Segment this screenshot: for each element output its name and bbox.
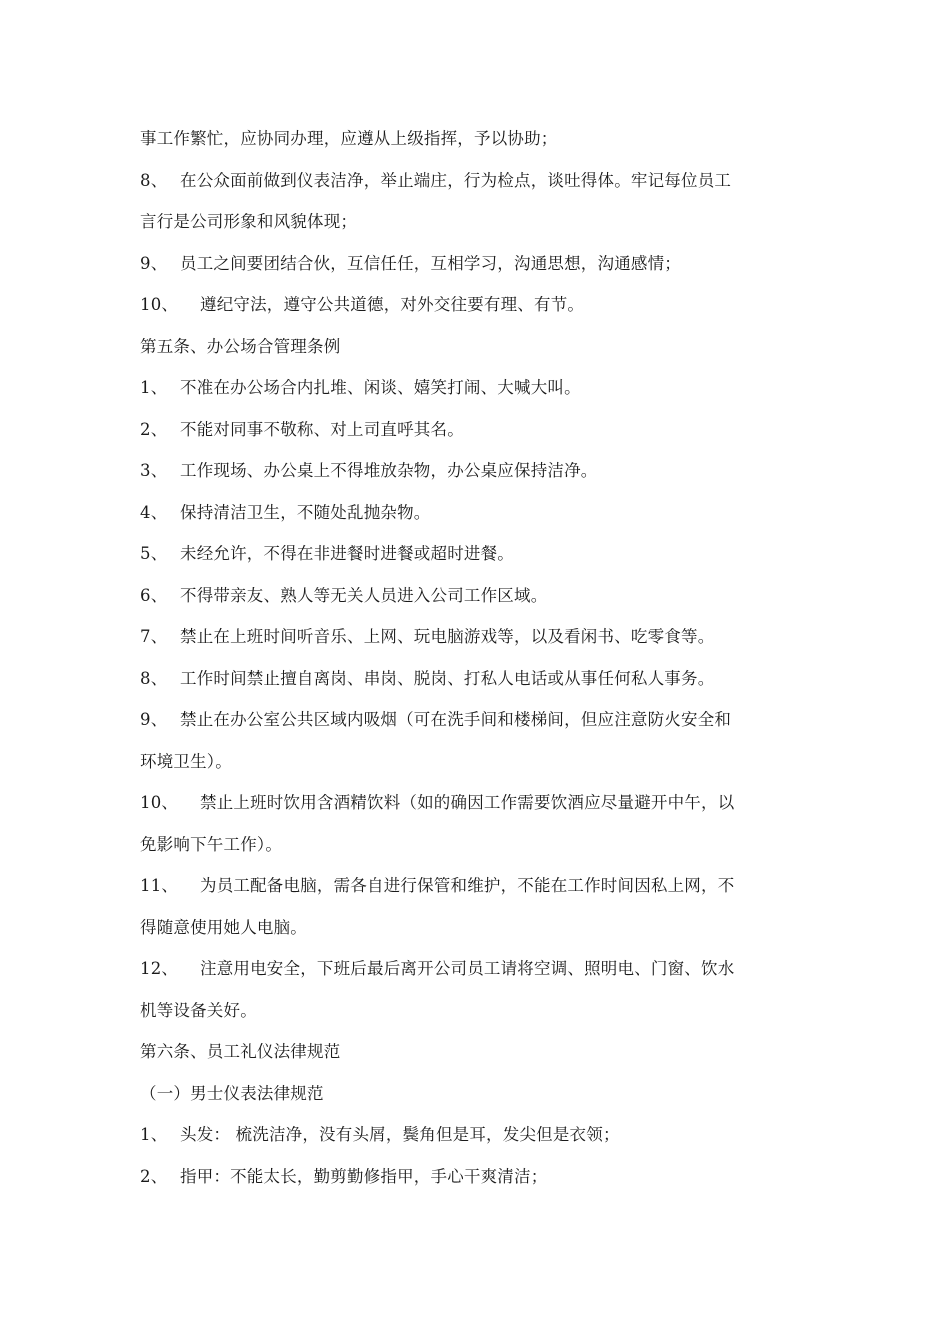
paragraph-line — [140, 990, 820, 1032]
item-number: 8、 — [140, 170, 168, 190]
item-text: 不能对同事不敬称、对上司直呼其名。 — [180, 419, 464, 439]
list-item — [140, 284, 820, 326]
item-text: 禁止在上班时间听音乐、上网、玩电脑游戏等，以及看闲书、吃零食等。 — [180, 627, 715, 646]
line-text: 言行是公司形象和风貌体现； — [140, 212, 358, 231]
document-body — [140, 118, 820, 1197]
list-item — [140, 782, 820, 824]
paragraph-line — [140, 118, 820, 160]
item-text: 在公众面前做到仪表洁净，举止端庄，行为检点，谈吐得体。牢记每位员工 — [180, 170, 732, 190]
item-text: 员工之间要团结合伙，互信任任，互相学习，沟通思想，沟通感情； — [180, 253, 681, 273]
list-item — [140, 865, 820, 907]
item-number: 1、 — [140, 1125, 168, 1144]
item-number: 9、 — [140, 710, 168, 729]
paragraph-line — [140, 907, 820, 949]
heading-text: 第五条、办公场合管理条例 — [140, 336, 341, 356]
item-number: 9、 — [140, 253, 168, 273]
line-text: 机等设备关好。 — [140, 1000, 257, 1020]
line-text: 事工作繁忙，应协同办理，应遵从上级指挥，予以协助； — [140, 129, 558, 148]
item-number: 2、 — [140, 419, 168, 439]
item-number: 12、 — [140, 959, 179, 978]
paragraph-line — [140, 741, 820, 783]
item-text: 未经允许，不得在非进餐时进餐或超时进餐。 — [180, 544, 514, 563]
section-heading — [140, 1031, 820, 1073]
item-number: 10、 — [140, 793, 179, 812]
list-item — [140, 492, 820, 534]
item-text: 工作现场、办公桌上不得堆放杂物，办公桌应保持洁净。 — [180, 461, 598, 480]
list-item — [140, 409, 820, 451]
list-item — [140, 699, 820, 741]
item-number: 3、 — [140, 461, 168, 480]
item-text: 不得带亲友、熟人等无关人员进入公司工作区域。 — [180, 585, 548, 605]
list-item — [140, 243, 820, 285]
item-text: 指甲：不能太长，勤剪勤修指甲，手心干爽清洁； — [180, 1166, 548, 1186]
list-item — [140, 575, 820, 617]
item-text: 不准在办公场合内扎堆、闲谈、嬉笑打闹、大喊大叫。 — [180, 378, 581, 397]
line-text: 环境卫生）。 — [140, 751, 232, 771]
section-heading — [140, 326, 820, 368]
item-text: 工作时间禁止擅自离岗、串岗、脱岗、打私人电话或从事任何私人事务。 — [180, 668, 715, 688]
item-text: 遵纪守法，遵守公共道德，对外交往要有理、有节。 — [200, 295, 585, 314]
subsection-heading — [140, 1073, 820, 1115]
list-item — [140, 658, 820, 700]
item-number: 5、 — [140, 544, 168, 563]
list-item — [140, 1156, 820, 1198]
item-text: 注意用电安全，下班后最后离开公司员工请将空调、照明电、门窗、饮水 — [200, 959, 735, 978]
item-number: 4、 — [140, 502, 168, 522]
item-number: 8、 — [140, 668, 168, 688]
list-item — [140, 367, 820, 409]
item-number: 2、 — [140, 1166, 168, 1186]
list-item — [140, 533, 820, 575]
item-number: 1、 — [140, 378, 168, 397]
paragraph-line — [140, 201, 820, 243]
item-number: 10、 — [140, 295, 179, 314]
line-text: 免影响下午工作）。 — [140, 834, 283, 854]
item-text: 头发： 梳洗洁净，没有头屑，鬓角但是耳，发尖但是衣领； — [180, 1125, 620, 1144]
list-item — [140, 450, 820, 492]
list-item — [140, 948, 820, 990]
item-number: 7、 — [140, 627, 168, 646]
item-text: 保持清洁卫生，不随处乱抛杂物。 — [180, 502, 431, 522]
subheading-text: （一）男士仪表法律规范 — [140, 1083, 324, 1103]
heading-text: 第六条、员工礼仪法律规范 — [140, 1042, 341, 1061]
item-text: 为员工配备电脑，需各自进行保管和维护，不能在工作时间因私上网，不 — [200, 876, 735, 895]
paragraph-line — [140, 824, 820, 866]
item-text: 禁止在办公室公共区域内吸烟（可在洗手间和楼梯间，但应注意防火安全和 — [180, 710, 732, 729]
item-number: 11、 — [140, 876, 179, 895]
list-item — [140, 160, 820, 202]
item-text: 禁止上班时饮用含酒精饮料（如的确因工作需要饮酒应尽量避开中午，以 — [200, 793, 735, 812]
list-item — [140, 1114, 820, 1156]
item-number: 6、 — [140, 585, 168, 605]
list-item — [140, 616, 820, 658]
line-text: 得随意使用她人电脑。 — [140, 917, 307, 937]
